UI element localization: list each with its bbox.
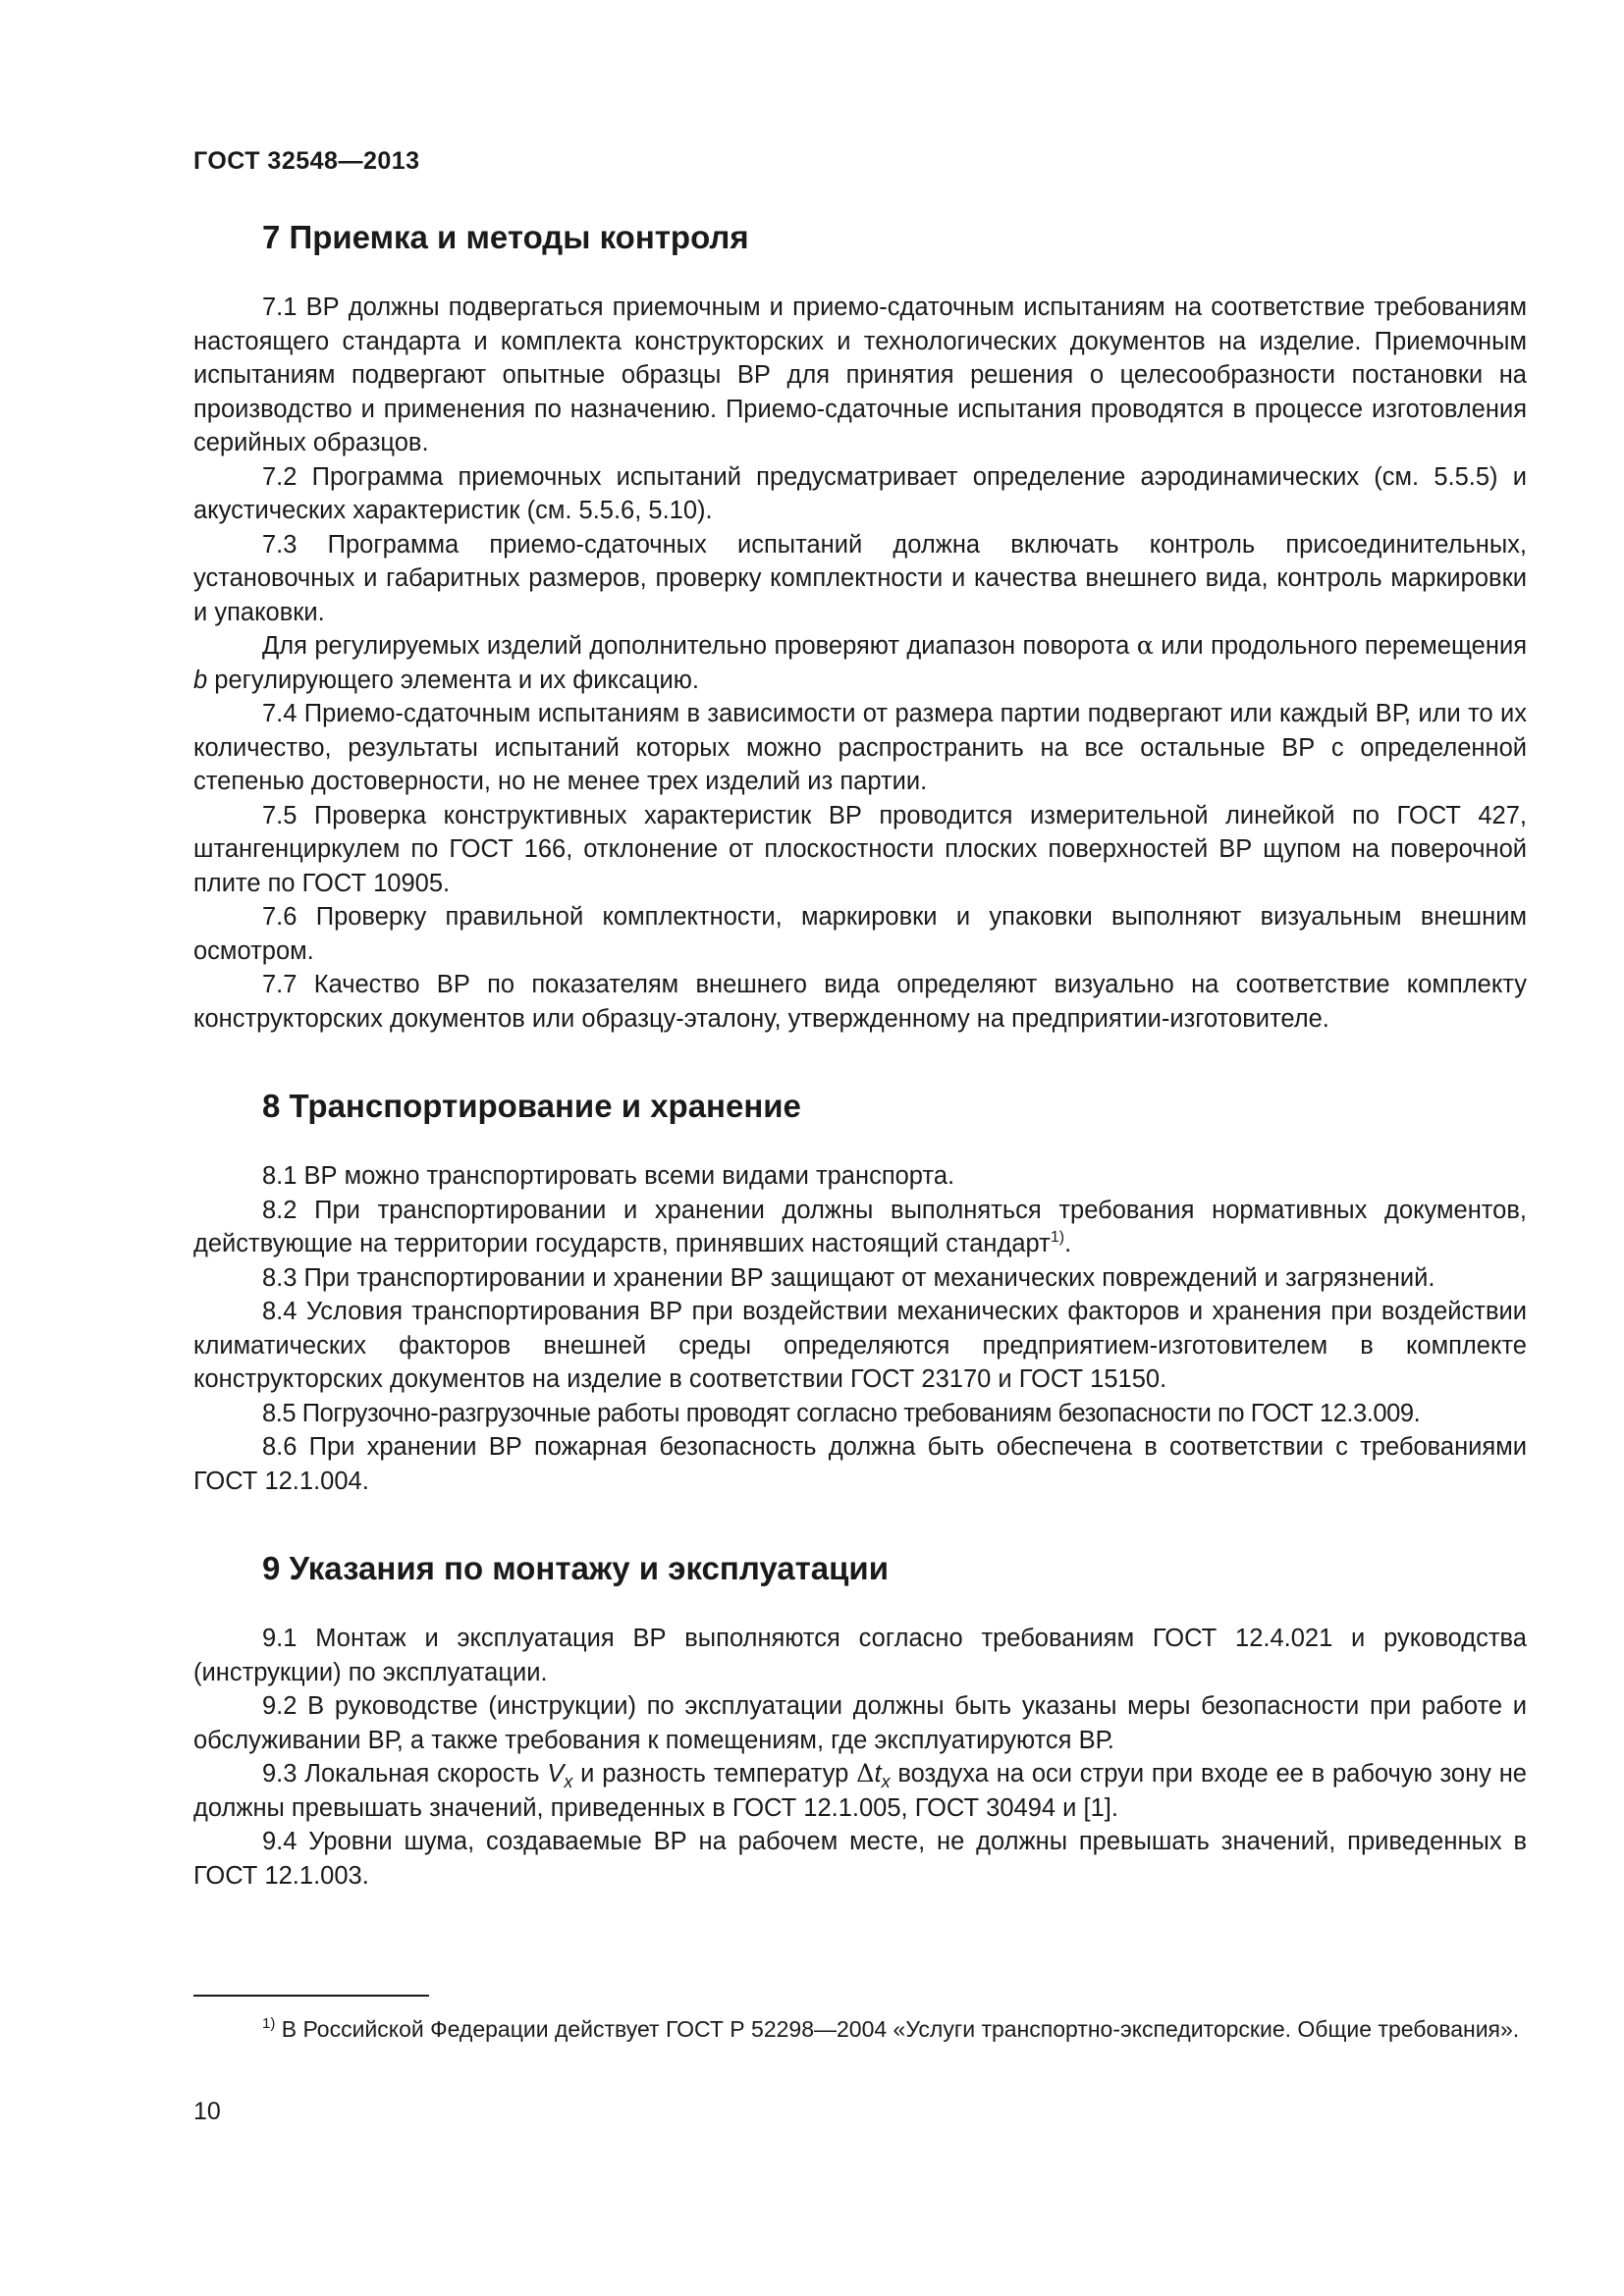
paragraph-text: 8.2 При транспортировании и хранении должны выполняться требования нормативных документов, действующие на территории государств, принявших настоящий стандарт — [193, 1196, 1527, 1257]
paragraph-9-1: 9.1 Монтаж и эксплуатация ВР выполняются согласно требованиям ГОСТ 12.4.021 и руководства (инструкции) по эксплуатации. — [193, 1625, 1527, 1686]
paragraph-8-5: 8.5 Погрузочно-разгрузочные работы проводят согласно требованиям безопасности по ГОСТ 12.3.009. — [262, 1399, 1421, 1427]
page-content — [193, 218, 1527, 1944]
paragraph-8-6: 8.6 При хранении ВР пожарная безопасность должна быть обеспечена в соответствии с требованиями ГОСТ 12.1.004. — [193, 1433, 1527, 1495]
paragraph-9-4: 9.4 Уровни шума, создаваемые ВР на рабочем месте, не должны превышать значений, приведенных в ГОСТ 12.1.003. — [193, 1828, 1527, 1890]
temperature-symbol: t — [874, 1760, 882, 1788]
section-7-title: 7 Приемка и методы контроля — [262, 219, 749, 255]
paragraph-text: 9.3 Локальная скорость — [262, 1760, 548, 1788]
paragraph-7-2: 7.2 Программа приемочных испытаний предусматривает определение аэродинамических (см. 5.5.5) и акустических характеристик (см. 5.5.6, 5.10). — [193, 462, 1527, 524]
paragraph-9-3 — [193, 1757, 1527, 1825]
paragraph-7-3: 7.3 Программа приемо-сдаточных испытаний должна включать контроль присоединительных, установочных и габаритных размеров, проверку комплектности и качества внешнего вида, контроль маркировки и упаковки. — [193, 530, 1527, 626]
paragraph-7-3-adjustable — [193, 629, 1527, 697]
paragraph-8-2 — [193, 1194, 1527, 1261]
temperature-subscript: x — [881, 1772, 891, 1791]
footnote — [193, 2014, 1527, 2044]
paragraph-text: или продольного перемещения — [1153, 632, 1527, 660]
paragraph-7-5: 7.5 Проверка конструктивных характеристик ВР проводится измерительной линейкой по ГОСТ 427, штангенциркулем по ГОСТ 166, отклонение от плоскостности плоских поверхностей ВР щупом на поверочной плите по ГОСТ 10905. — [193, 801, 1527, 897]
paragraph-9-2: 9.2 В руководстве (инструкции) по эксплуатации должны быть указаны меры безопасности при работе и обслуживании ВР, а также требования к помещениям, где эксплуатируются ВР. — [193, 1692, 1527, 1754]
velocity-subscript: x — [564, 1772, 573, 1791]
footnote-divider — [193, 1995, 429, 1997]
section-9-title: 9 Указания по монтажу и эксплуатации — [262, 1550, 890, 1586]
section-8 — [193, 1087, 1527, 1498]
paragraph-8-1: 8.1 ВР можно транспортировать всеми видами транспорта. — [262, 1162, 955, 1190]
footnote-marker: 1) — [262, 2015, 276, 2032]
paragraph-8-4: 8.4 Условия транспортирования ВР при воздействии механических факторов и хранения при воздействии климатических факторов внешней среды определяются предприятием-изготовителем в комплекте конструкторских документов на изделие в соответствии ГОСТ 23170 и ГОСТ 15150. — [193, 1298, 1527, 1393]
section-7 — [193, 218, 1527, 1036]
alpha-symbol: α — [1136, 631, 1154, 661]
footnote-reference[interactable]: 1) — [1050, 1229, 1065, 1246]
variable-b: b — [193, 666, 208, 694]
page-number: 10 — [193, 2098, 221, 2125]
paragraph-text: и разность температур — [572, 1760, 857, 1788]
paragraph-8-3: 8.3 При транспортировании и хранении ВР защищают от механических повреждений и загрязнений. — [262, 1263, 1435, 1292]
paragraph-text: воздуха на оси струи при входе ее в рабочую зону не должны превышать значений, приведенных в ГОСТ 12.1.005, ГОСТ 30494 и [1]. — [193, 1760, 1527, 1822]
paragraph-7-7: 7.7 Качество ВР по показателям внешнего вида определяют визуально на соответствие комплекту конструкторских документов или образцу-эталону, утвержденному на предприятии-изготовителе. — [193, 971, 1527, 1033]
delta-symbol: Δ — [856, 1759, 875, 1789]
section-9 — [193, 1549, 1527, 1893]
paragraph-7-1: 7.1 ВР должны подвергаться приемочным и приемо-сдаточным испытаниям на соответствие требованиям настоящего стандарта и комплекта конструкторских и технологических документов на изделие. Приемочным испытаниям подвергают опытные образцы ВР для принятия решения о целесообразности постановки на производство и применения по назначению. Приемо-сдаточные испытания проводятся в процессе изготовления серийных образцов. — [193, 294, 1527, 456]
footnote-text: В Российской Федерации действует ГОСТ Р 52298—2004 «Услуги транспортно-экспедиторские. Общие требования». — [275, 2016, 1520, 2042]
paragraph-text: регулирующего элемента и их фиксацию. — [207, 666, 699, 694]
document-id-header: ГОСТ 32548—2013 — [193, 147, 420, 175]
section-8-title: 8 Транспортирование и хранение — [262, 1088, 801, 1124]
paragraph-text: . — [1064, 1230, 1072, 1257]
paragraph-7-6: 7.6 Проверку правильной комплектности, маркировки и упаковки выполняют визуальным внешним осмотром. — [193, 903, 1527, 965]
velocity-symbol: V — [547, 1760, 565, 1788]
paragraph-text: Для регулируемых изделий дополнительно проверяют диапазон поворота — [262, 632, 1137, 660]
paragraph-7-4: 7.4 Приемо-сдаточным испытаниям в зависимости от размера партии подвергают или каждый ВР, или то их количество, результаты испытаний которых можно распространить на все остальные ВР с определенной степенью достоверности, но не менее трех изделий из партии. — [193, 700, 1527, 795]
